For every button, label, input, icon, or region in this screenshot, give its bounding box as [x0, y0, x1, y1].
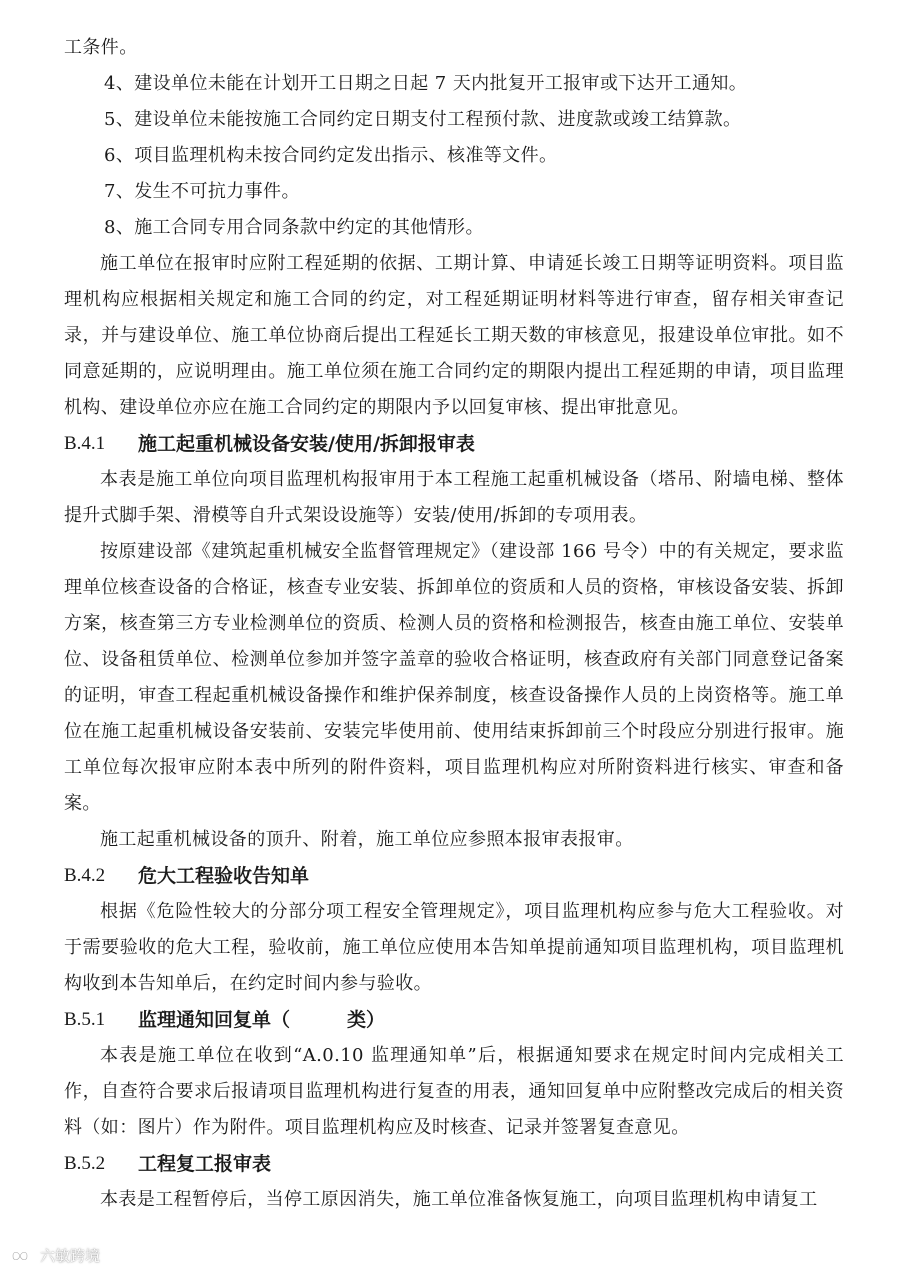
document-page	[64, 30, 844, 1218]
list-item-8: 8、施工合同专用合同条款中约定的其他情形。	[104, 217, 484, 238]
section-heading-b41	[64, 426, 844, 462]
infinity-logo-icon	[6, 1247, 34, 1265]
b41-paragraph-1: 本表是施工单位向项目监理机构报审用于本工程施工起重机械设备（塔吊、附墙电梯、整体提升式脚手架、滑模等自升式架设设施等）安装/使用/拆卸的专项用表。	[64, 469, 844, 526]
section-number: B.5.1	[64, 1009, 106, 1030]
b52-paragraph-1: 本表是工程暂停后，当停工原因消失，施工单位准备恢复施工，向项目监理机构申请复工	[100, 1189, 818, 1210]
section-number: B.4.1	[64, 433, 106, 454]
section-title: 施工起重机械设备安装/使用/拆卸报审表	[138, 433, 475, 455]
list-item-5: 5、建设单位未能按施工合同约定日期支付工程预付款、进度款或竣工结算款。	[104, 109, 742, 130]
b41-paragraph-2: 按原建设部《建筑起重机械安全监督管理规定》（建设部 166 号令）中的有关规定，要求监理单位核查设备的合格证，核查专业安装、拆卸单位的资质和人员的资格，审核设备安装、拆卸方案，核查第三方专业检测单位的资质、检测人员的资格和检测报告，核查由施工单位、安装单位、设备租赁单位、检测单位参加并签字盖章的验收合格证明，核查政府有关部门同意登记备案的证明，审查工程起重机械设备操作和维护保养制度，核查设备操作人员的上岗资格等。施工单位在施工起重机械设备安装前、安装完毕使用前、使用结束拆卸前三个时段应分别进行报审。施工单位每次报审应附本表中所列的附件资料，项目监理机构应对所附资料进行核实、审查和备案。	[64, 541, 844, 814]
section-title: 工程复工报审表	[138, 1153, 272, 1175]
section-heading-b52	[64, 1146, 844, 1182]
delay-paragraph: 施工单位在报审时应附工程延期的依据、工期计算、申请延长竣工日期等证明资料。项目监理机构应根据相关规定和施工合同的约定，对工程延期证明材料等进行审查，留存相关审查记录，并与建设单位、施工单位协商后提出工程延长工期天数的审核意见，报建设单位审批。如不同意延期的，应说明理由。施工单位须在施工合同约定的期限内提出工程延期的申请，项目监理机构、建设单位亦应在施工合同约定的期限内予以回复审核、提出审批意见。	[64, 253, 844, 418]
section-number: B.4.2	[64, 865, 106, 886]
b51-paragraph-1: 本表是施工单位在收到“A.0.10 监理通知单”后，根据通知要求在规定时间内完成相关工作，自查符合要求后报请项目监理机构进行复查的用表，通知回复单中应附整改完成后的相关资料（如：图片）作为附件。项目监理机构应及时核查、记录并签署复查意见。	[64, 1045, 844, 1138]
section-heading-b42	[64, 858, 844, 894]
list-item-6: 6、项目监理机构未按合同约定发出指示、核准等文件。	[104, 145, 558, 166]
section-title: 监理通知回复单（ 类）	[138, 1009, 386, 1031]
watermark-text: 六敏跨境	[40, 1247, 101, 1265]
b42-paragraph-1: 根据《危险性较大的分部分项工程安全管理规定》，项目监理机构应参与危大工程验收。对于需要验收的危大工程，验收前，施工单位应使用本告知单提前通知项目监理机构，项目监理机构收到本告知单后，在约定时间内参与验收。	[64, 901, 844, 994]
watermark	[6, 1245, 100, 1266]
b41-paragraph-3: 施工起重机械设备的顶升、附着，施工单位应参照本报审表报审。	[100, 829, 634, 850]
continuation-line: 工条件。	[64, 37, 138, 58]
section-heading-b51	[64, 1002, 844, 1038]
list-item-7: 7、发生不可抗力事件。	[104, 181, 300, 202]
section-title: 危大工程验收告知单	[138, 865, 310, 887]
list-item-4: 4、建设单位未能在计划开工日期之日起 7 天内批复开工报审或下达开工通知。	[104, 73, 748, 94]
section-number: B.5.2	[64, 1153, 106, 1174]
